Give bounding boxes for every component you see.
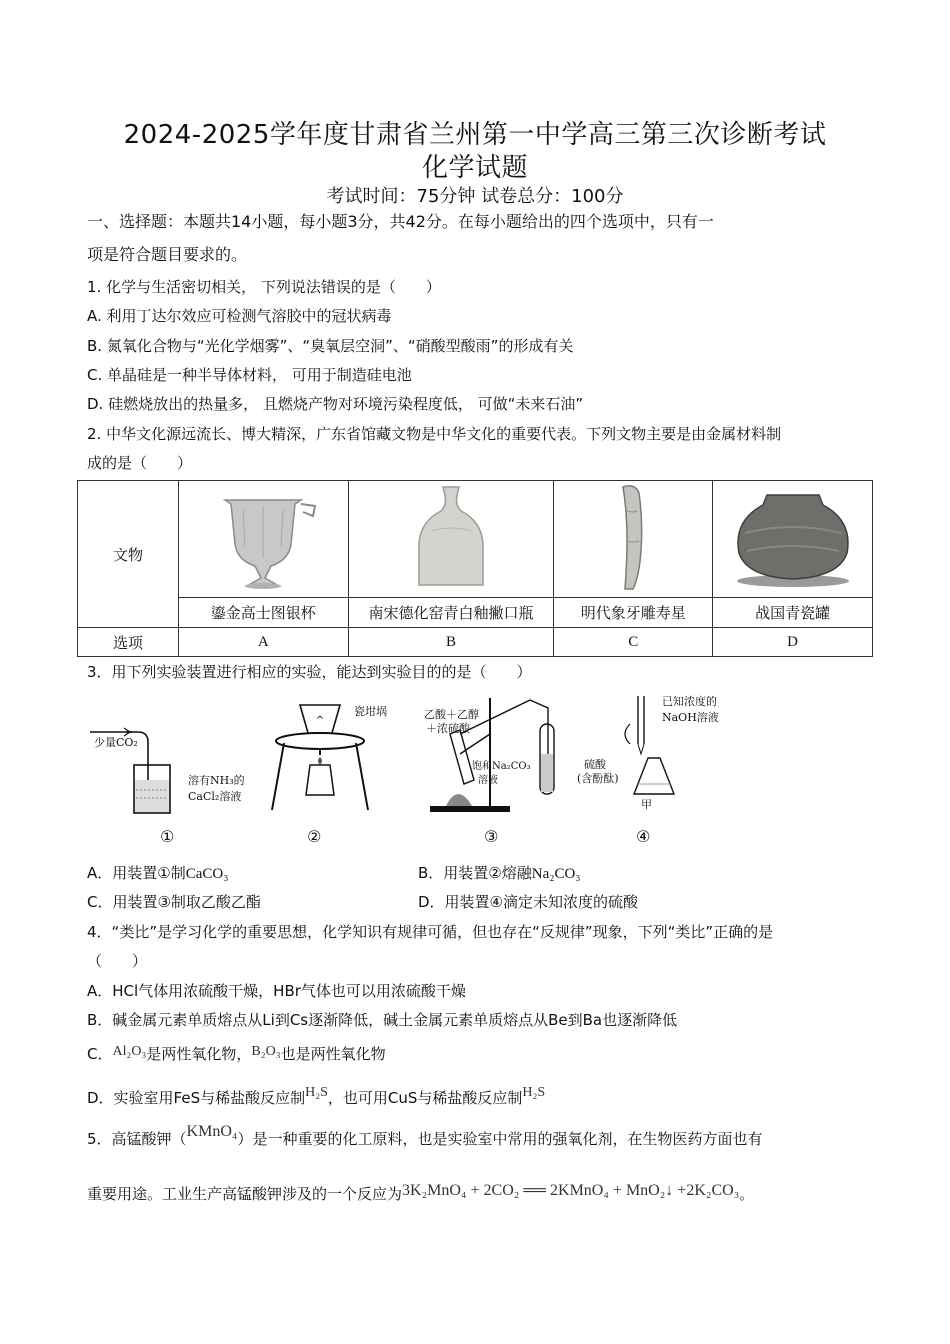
q3-option-a-formula: CaCO₃: [185, 866, 229, 882]
fig-number-1: ①: [160, 827, 175, 846]
label-na2co3-1: 饱和Na₂CO₃: [472, 761, 531, 772]
relic-image-vase: [348, 481, 554, 598]
table-option-d: D: [713, 628, 873, 657]
q3-option-c: C．用装置③制取乙酸乙酯: [87, 893, 261, 911]
relic-table: [77, 480, 873, 657]
q5-suffix: ）是一种重要的化工原料，也是实验室中常用的强氧化剂，在生物医药方面也有: [237, 1130, 763, 1148]
silver-cup-image: [203, 482, 323, 592]
table-option-c: C: [554, 628, 713, 657]
relic-image-cup: [179, 481, 348, 598]
row-label-relic: 文物: [78, 481, 179, 628]
label-crucible: 瓷坩埚: [354, 705, 387, 718]
q5-line2: [87, 1183, 754, 1204]
ivory-carving-image: [613, 481, 653, 593]
q3-option-a-label: A．用装置①制: [87, 864, 186, 882]
q4-option-d-formula2: H₂S: [522, 1085, 546, 1100]
q4-option-c-mid: 是两性氧化物，: [146, 1045, 252, 1063]
label-co2: 少量CO₂: [94, 736, 138, 749]
q1-stem: 1. 化学与生活密切相关， 下列说法错误的是（ ）: [87, 278, 441, 296]
q2-stem-line2: 成的是（ ）: [87, 454, 193, 472]
q4-option-c: [87, 1043, 386, 1064]
label-naoh2: NaOH溶液: [662, 711, 719, 724]
exam-info: 考试时间：75分钟 试卷总分：100分: [326, 186, 624, 207]
section1-intro-line1: 一、选择题：本题共14小题，每小题3分，共42分。在每小题给出的四个选项中，只有一: [87, 212, 714, 231]
q4-option-a: A．HCl气体用浓硫酸干燥，HBr气体也可以用浓硫酸干燥: [87, 982, 466, 1000]
q4-option-d: [87, 1087, 545, 1108]
q4-option-c-end: 也是两性氧化物: [280, 1045, 386, 1063]
relic-image-jar: [713, 481, 873, 598]
apparatus-1: [90, 710, 180, 820]
relic-name-d: 战国青瓷罐: [713, 598, 873, 628]
q4-option-c-formula2: B₂O₃: [251, 1044, 281, 1059]
row-label-option: 选项: [78, 628, 179, 657]
label-h2so4-1: 硫酸: [584, 758, 606, 771]
q5-line2-text: 重要用途。工业生产高锰酸钾涉及的一个反应为: [87, 1185, 403, 1203]
q3-option-d: D．用装置④滴定未知浓度的硫酸: [418, 893, 638, 911]
table-option-a: A: [179, 628, 348, 657]
q4-option-d-formula1: H₂S: [305, 1085, 328, 1100]
section1-intro-line2: 项是符合题目要求的。: [87, 245, 248, 264]
q3-option-a: [87, 862, 228, 883]
q1-option-a: A. 利用丁达尔效应可检测气溶胶中的冠状病毒: [87, 307, 392, 325]
table-option-b: B: [348, 628, 554, 657]
porcelain-vase-image: [401, 481, 501, 593]
label-acid1: 乙酸＋乙醇: [424, 708, 479, 721]
page-title: 2024-2025学年度甘肃省兰州第一中学高三第三次诊断考试: [123, 120, 827, 150]
relic-name-c: 明代象牙雕寿星: [554, 598, 713, 628]
q5-end: 。: [739, 1185, 755, 1203]
label-jia: 甲: [641, 798, 652, 811]
fig-number-2: ②: [307, 827, 322, 846]
relic-image-ivory: [554, 481, 713, 598]
label-nh3-2: CaCl₂溶液: [188, 790, 242, 803]
q4-option-c-prefix: C．: [87, 1045, 113, 1063]
q1-option-d: D. 硅燃烧放出的热量多， 且燃烧产物对环境污染程度低， 可做“未来石油”: [87, 395, 584, 413]
relic-name-b: 南宋德化窑青白釉撇口瓶: [348, 598, 554, 628]
q5-line1: [87, 1123, 763, 1149]
q1-option-c: C. 单晶硅是一种半导体材料， 可用于制造硅电池: [87, 366, 412, 384]
q4-stem-line2: （ ）: [87, 952, 148, 970]
q3-option-b-formula: Na₂CO₃: [531, 866, 581, 882]
q4-option-c-formula1: Al₂O₃: [112, 1044, 147, 1059]
label-naoh1: 已知浓度的: [662, 695, 717, 708]
fig-number-4: ④: [636, 827, 651, 846]
q3-stem: 3．用下列实验装置进行相应的实验，能达到实验目的的是（ ）: [87, 663, 532, 681]
page-subtitle: 化学试题: [421, 153, 528, 183]
q5-equation: 3K₂MnO₄ + 2CO₂ ══ 2KMnO₄ + MnO₂↓ +2K₂CO₃: [402, 1182, 740, 1199]
q4-option-b: B．碱金属元素单质熔点从Li到Cs逐渐降低，碱土金属元素单质熔点从Be到Ba也逐渐降低: [87, 1011, 678, 1029]
q5-formula: KMnO₄: [186, 1123, 238, 1140]
q4-option-d-mid: ，也可用CuS与稀盐酸反应制: [327, 1089, 523, 1107]
svg-text:^: ^: [315, 715, 325, 726]
label-h2so4-2: (含酚酞): [577, 772, 619, 785]
q4-stem-line1: 4．“类比”是学习化学的重要思想，化学知识有规律可循，但也存在“反规律”现象，下列“类比”正确的是: [87, 923, 774, 941]
q3-option-b: [418, 862, 581, 883]
label-nh3-1: 溶有NH₃的: [188, 774, 245, 787]
label-acid2: ＋浓硫酸: [426, 722, 470, 735]
fig-number-3: ③: [484, 827, 499, 846]
label-na2co3-2: 溶液: [478, 775, 498, 786]
celadon-jar-image: [723, 481, 863, 593]
q5-prefix: 5．高锰酸钾（: [87, 1130, 187, 1148]
q1-option-b: B. 氮氧化合物与“光化学烟雾”、“臭氧层空洞”、“硝酸型酸雨”的形成有关: [87, 337, 574, 355]
relic-name-a: 鎏金高士图银杯: [179, 598, 348, 628]
q4-option-d-prefix: D．实验室用FeS与稀盐酸反应制: [87, 1089, 306, 1107]
q3-option-b-label: B．用装置②熔融: [418, 864, 532, 882]
q2-stem-line1: 2. 中华文化源远流长、博大精深，广东省馆藏文物是中华文化的重要代表。下列文物主要是由金属材料制: [87, 425, 782, 443]
